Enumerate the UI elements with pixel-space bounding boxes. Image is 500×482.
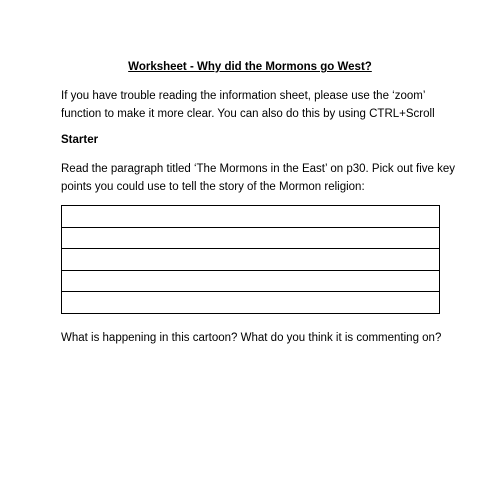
worksheet-title: Worksheet - Why did the Mormons go West? (128, 61, 372, 73)
key-point-cell-3[interactable] (62, 249, 440, 271)
key-point-row-5 (62, 292, 440, 314)
intro-paragraph (61, 87, 461, 123)
starter-task-line-2: points you could use to tell the story of the Mormon religion: (61, 181, 365, 193)
key-points-table (61, 205, 440, 314)
key-point-cell-4[interactable] (62, 270, 440, 292)
key-point-row-4 (62, 270, 440, 292)
key-point-row-2 (62, 227, 440, 249)
starter-task-line-1: Read the paragraph titled ‘The Mormons in the East’ on p30. Pick out five key (61, 163, 455, 175)
key-point-row-1 (62, 206, 440, 228)
key-point-row-3 (62, 249, 440, 271)
key-point-cell-2[interactable] (62, 227, 440, 249)
key-point-cell-1[interactable] (62, 206, 440, 228)
intro-line-2: function to make it more clear. You can also do this by using CTRL+Scroll (61, 108, 435, 120)
cartoon-question: What is happening in this cartoon? What do you think it is commenting on? (61, 332, 442, 344)
intro-line-1: If you have trouble reading the information sheet, please use the ‘zoom’ (61, 90, 426, 102)
starter-task (61, 160, 461, 196)
starter-heading: Starter (61, 134, 99, 146)
key-point-cell-5[interactable] (62, 292, 440, 314)
